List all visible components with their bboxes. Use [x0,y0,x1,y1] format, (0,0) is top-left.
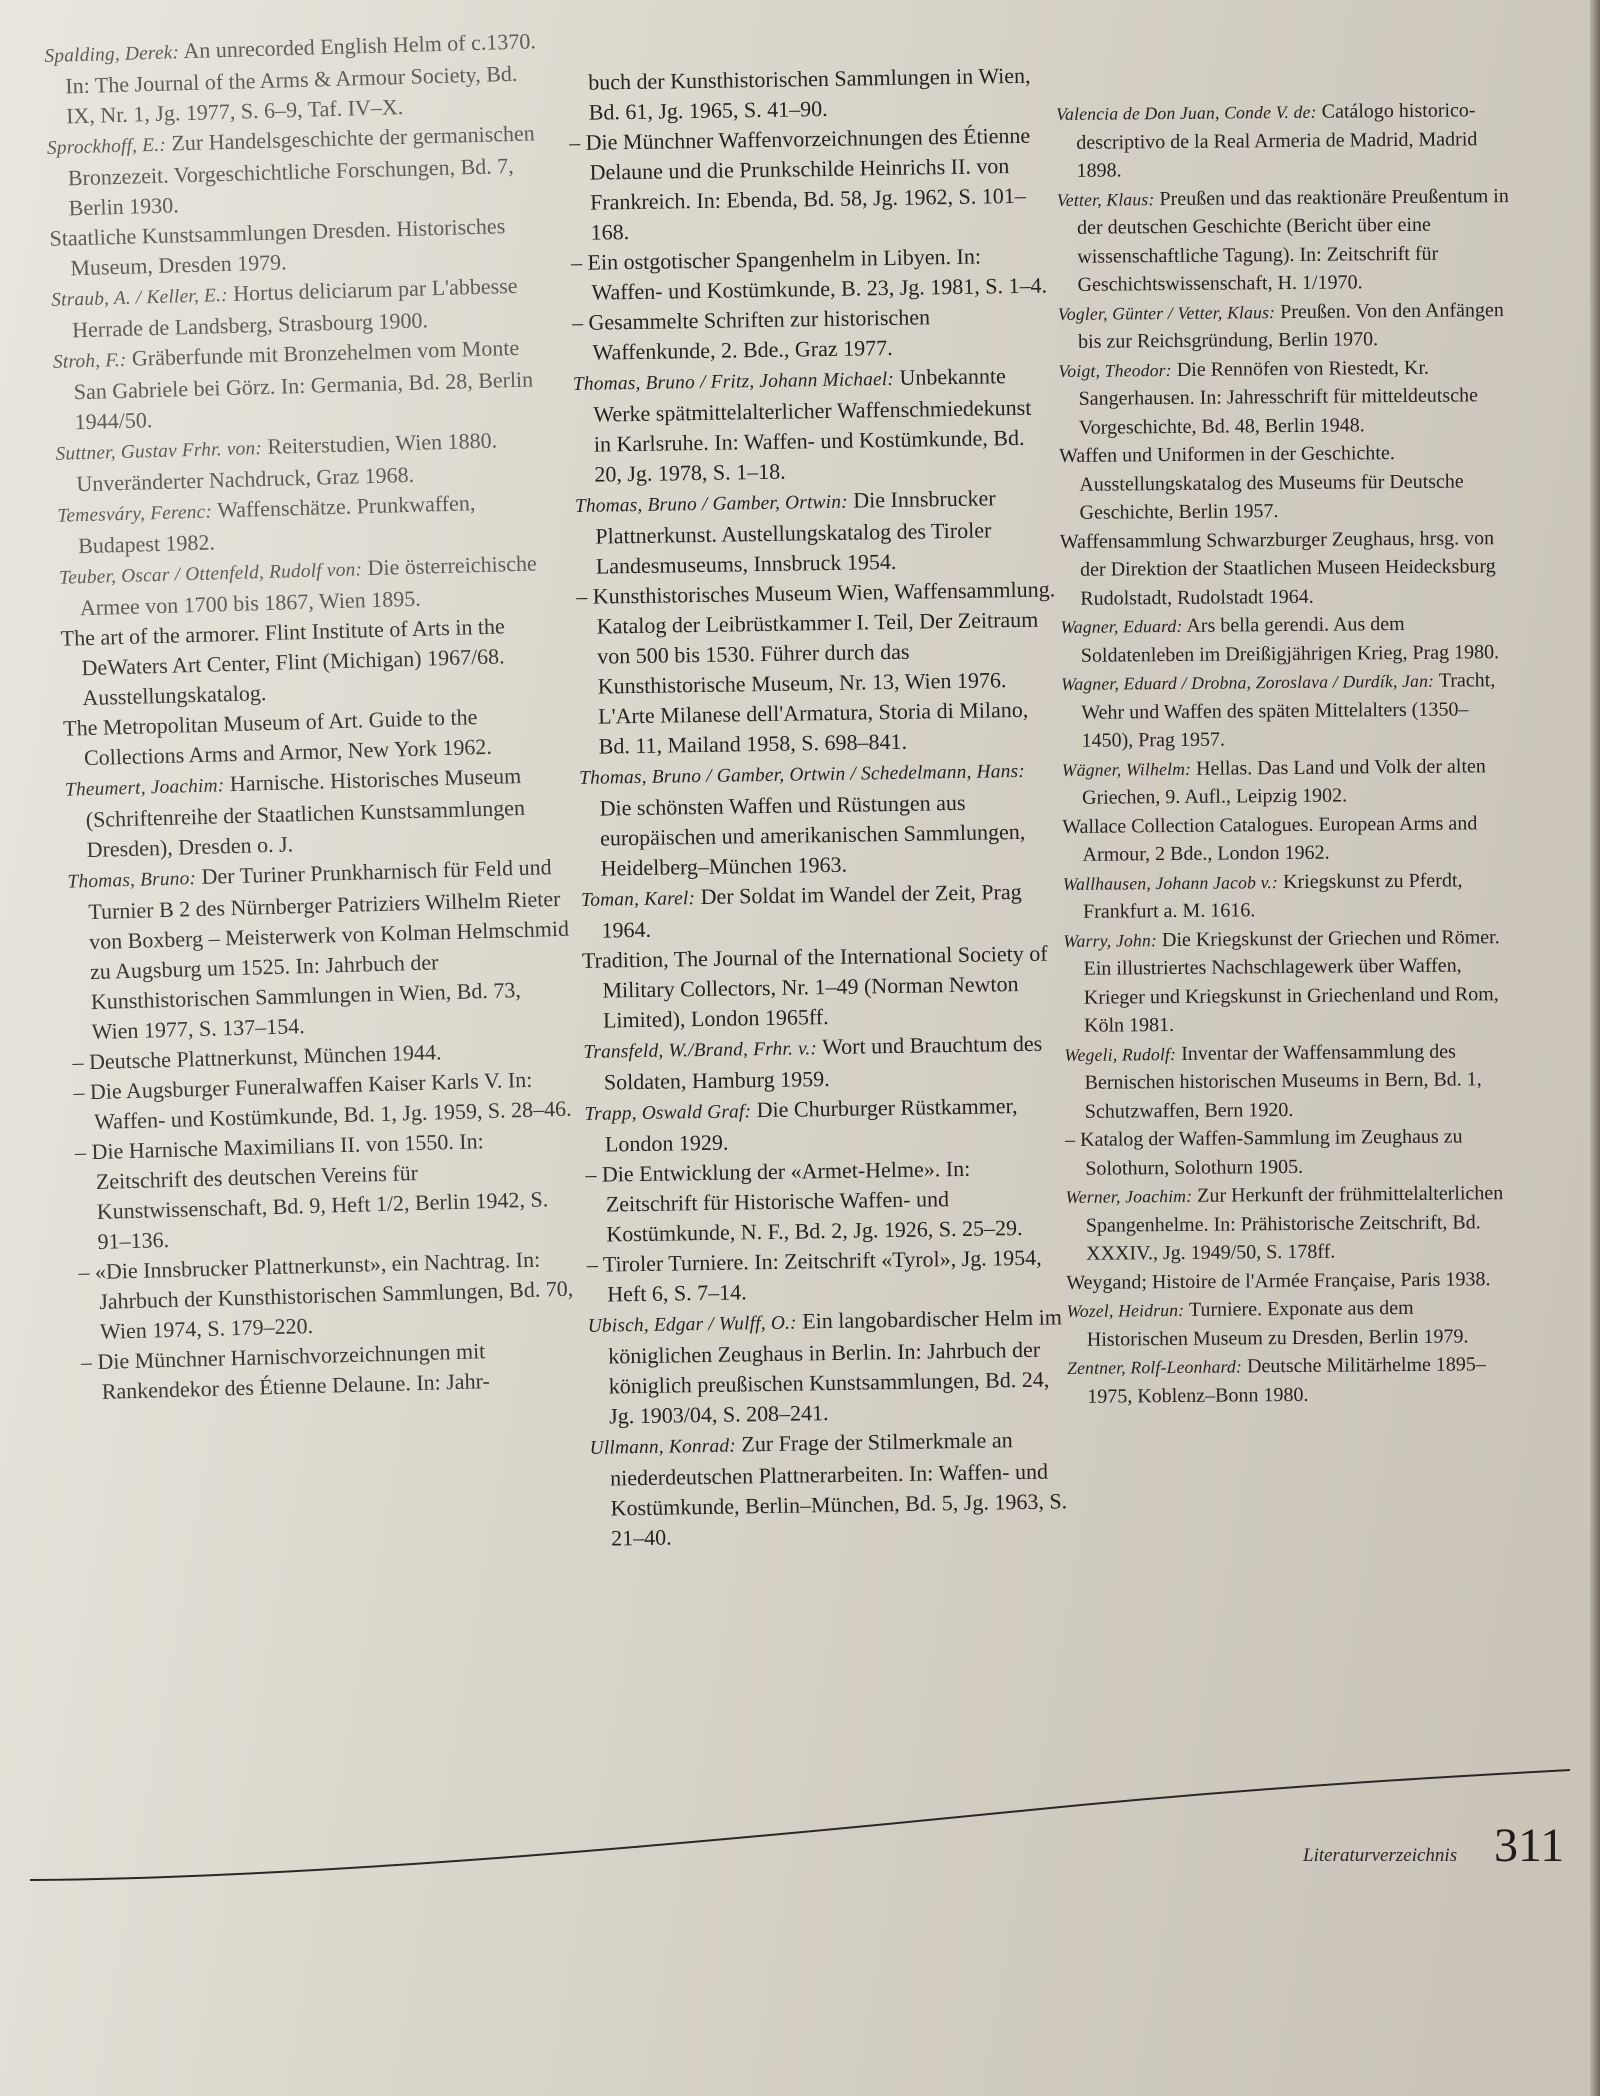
entry-author: Ubisch, Edgar / Wulff, O.: [587,1312,797,1337]
entry-text: Die Churburger Rüstkammer, London 1929. [604,1093,1018,1157]
entry-author: Warry, John: [1063,929,1158,951]
entry-text: Catálogo historico-descriptivo de la Real Armeria de Madrid, Madrid 1898. [1076,99,1478,182]
entry-author: Transfeld, W./Brand, Frhr. v.: [583,1038,818,1063]
bibliography-entry [64,760,566,866]
entry-author: Werner, Joachim: [1065,1185,1193,1207]
entry-text: Tiroler Turniere. In: Zeitschrift «Tyrol», Jg. 1954, Heft 6, S. 7–14. [602,1244,1042,1307]
entry-author: Wallhausen, Johann Jacob v.: [1062,871,1279,894]
entry-text: Waffenschätze. Prunkwaffen, Budapest 1982. [77,490,476,559]
entry-text: Harnische. Historisches Museum (Schriftenreihe der Staatlichen Kunstsammlungen Dresden), Dresden o. J. [85,762,526,863]
bibliography-entry [575,482,1056,582]
entry-author: Valencia de Don Juan, Conde V. de: [1056,101,1317,124]
entry-author: Sprockhoff, E.: [46,134,167,159]
entry-author: Spalding, Derek: [44,42,180,67]
bibliography-entry [1062,809,1514,870]
entry-text: Gesammelte Schriften zur historischen Waffenkunde, 2. Bde., Graz 1977. [588,304,931,365]
bibliography-entry [583,1028,1064,1098]
entry-author: Wozel, Heidrun: [1066,1299,1185,1321]
entry-text: Ars bella gerendi. Aus dem Soldatenleben im Dreißigjährigen Krieg, Prag 1980. [1080,612,1500,667]
bibliography-entry [579,754,1061,884]
entry-author: Wagner, Eduard: [1060,615,1183,637]
bibliography-entry [60,610,562,714]
entry-text: The Metropolitan Museum of Art. Guide to the Collections Arms and Armor, New York 1962. [62,704,493,771]
bibliography-entry [1065,1122,1517,1183]
bibliography-entry [571,240,1052,308]
entry-text: Deutsche Militärhelme 1895–1975, Koblenz–Bonn 1980. [1087,1353,1486,1408]
bibliography-entry [568,60,1049,128]
entry-text: Inventar der Waffensammlung des Bernischen historischen Museums in Bern, Bd. 1, Schutzwaffen, Bern 1920. [1084,1040,1482,1123]
bibliography-entry [67,852,572,1048]
entry-text: Die Augsburger Funeralwaffen Kaiser Karls V. In: Waffen- und Kostümkunde, Bd. 1, Jg. 1959, S. 28–46. [89,1066,572,1135]
bibliography-entry [585,1152,1066,1250]
entry-text: Kriegskunst zu Pferdt, Frankfurt a. M. 1616. [1082,868,1463,923]
entry-author: Voigt, Theodor: [1058,359,1172,381]
entry-text: Der Soldat im Wandel der Zeit, Prag 1964. [601,878,1022,943]
entry-text: «Die Innsbrucker Plattnerkunst», ein Nachtrag. In: Jahrbuch der Kunsthistorischen Sammlungen, Bd. 70, Wien 1974, S. 179–220. [94,1246,574,1344]
bibliography-entry [53,332,555,438]
entry-text: Katalog der Waffen-Sammlung im Zeughaus zu Solothurn, Solothurn 1905. [1079,1125,1463,1180]
entry-text: Unbekannte Werke spätmittelalterlicher Waffenschmiedekunst in Karlsruhe. In: Waffen- und Kostümkunde, Bd. 20, Jg. 1978, S. 1–18. [593,363,1032,487]
entry-author: Teuber, Oscar / Ottenfeld, Rudolf von: [58,559,363,589]
entry-text: L'Arte Milanese dell'Armatura, Storia di Milano, Bd. 11, Mailand 1958, S. 698–841. [597,696,1029,759]
entry-author: Temesváry, Ferenc: [57,501,213,527]
bibliography-entry [573,360,1055,490]
entry-text: Zur Herkunft der frühmittelalterlichen Spangenhelme. In: Prähistorische Zeitschrift, Bd. XXXIV., Jg. 1949/50, S. 178ff. [1085,1182,1504,1265]
bibliography-entry [584,1090,1065,1160]
bibliography-entry [1065,1179,1518,1268]
bibliography-entry [78,1244,580,1348]
entry-text: Die schönsten Waffen und Rüstungen aus europäischen und amerikanischen Sammlungen, Heidelberg–München 1963. [599,789,1026,881]
bibliography-entry [1057,182,1510,300]
entry-author: Ullmann, Konrad: [589,1435,737,1459]
entry-author: Thomas, Bruno / Fritz, Johann Michael: [572,368,895,395]
bibliography-entry [588,1302,1070,1432]
entry-text: Reiterstudien, Wien 1880. Unveränderter Nachdruck, Graz 1968. [76,427,498,497]
entry-author: Theumert, Joachim: [64,775,225,801]
entry-text: Tradition, The Journal of the International Society of Military Collectors, Nr. 1–49 (Norman Newton Limited), London 1965ff. [581,940,1048,1033]
entry-author: Vetter, Klaus: [1056,188,1155,210]
entry-text: Weygand; Histoire de l'Armée Française, Paris 1938. [1066,1267,1491,1294]
entry-author: Thomas, Bruno / Gamber, Ortwin: [574,491,848,517]
entry-author: Toman, Karel: [580,888,696,911]
bibliography-entry [1056,96,1509,185]
bibliography-entry [1060,609,1512,670]
entry-text: Hellas. Das Land und Volk der alten Griechen, 9. Aufl., Leipzig 1902. [1081,754,1486,809]
bibliography-column-1 [44,26,582,1407]
bibliography-entry [581,876,1062,946]
entry-author: Wägner, Wilhelm: [1061,758,1192,780]
entry-author: Straub, A. / Keller, E.: [50,284,229,311]
bibliography-entry [576,574,1058,702]
entry-author: Wegeli, Rudolf: [1064,1043,1177,1065]
entry-author: Trapp, Oswald Graf: [584,1101,752,1125]
bibliography-entry [1058,353,1511,442]
bibliography-column-2 [568,60,1071,1553]
bibliography-entry [569,120,1051,248]
entry-author: Wagner, Eduard / Drobna, Zoroslava / Durdík, Jan: [1061,670,1435,694]
page-number: 311 [1494,1819,1565,1872]
bibliography-entry [1064,1037,1517,1126]
entry-text: Waffen und Uniformen in der Geschichte. Ausstellungskatalog des Museums für Deutsche Geschichte, Berlin 1957. [1059,442,1464,524]
entry-text: Zur Handelsgeschichte der germanischen Bronzezeit. Vorgeschichtliche Forschungen, Bd. 7, Berlin 1930. [67,120,536,221]
entry-text: Die Innsbrucker Plattnerkunst. Austellungskatalog des Tiroler Landesmuseums, Innsbruck 1954. [595,485,996,579]
bibliography-entry [572,300,1053,368]
entry-text: Hortus deliciarum par L'abbesse Herrade de Landsberg, Strasbourg 1900. [71,272,518,343]
entry-text: Kunsthistorisches Museum Wien, Waffensammlung. Katalog der Leibrüstkammer I. Teil, Der Zeitraum von 500 bis 1530. Führer durch das Kunsthistorische Museum, Nr. 13, Wien 1976. [592,576,1056,699]
entry-text: Tracht, Wehr und Waffen des späten Mittelalters (1350–1450), Prag 1957. [1081,669,1496,752]
bibliography-entry [75,1124,578,1258]
entry-author: Vogler, Günter / Vetter, Klaus: [1057,301,1276,324]
bibliography-entry [589,1424,1071,1554]
entry-text: buch der Kunsthistorischen Sammlungen in Wien, Bd. 61, Jg. 1965, S. 41–90. [588,62,1031,125]
entry-text: Die Münchner Waffenvorzeichnungen des Étienne Delaune und die Prunkschilde Heinrichs II. von Frankreich. In: Ebenda, Bd. 58, Jg. 1962, S. 101–168. [585,122,1031,245]
entry-text: Deutsche Plattnerkunst, München 1944. [88,1039,442,1075]
entry-text: Wallace Collection Catalogues. European Arms and Armour, 2 Bde., London 1962. [1062,811,1478,866]
entry-text: Wort und Brauchtum des Soldaten, Hamburg 1959. [603,1030,1043,1095]
bibliography-entry [582,938,1063,1036]
entry-text: Ein langobardischer Helm im königlichen Zeughaus in Berlin. In: Jahrbuch der königlich preußischen Kunstsammlungen, Bd. 24, Jg. 1903/04, S. 208–241. [608,1304,1063,1429]
entry-text: Ein ostgotischer Spangenhelm in Libyen. In: Waffen- und Kostümkunde, B. 23, Jg. 1981, S. 1–4. [587,243,1048,305]
entry-text: Der Turiner Prunkharnisch für Feld und Turnier B 2 des Nürnberger Patriziers Wilhelm Rieter von Boxberg – Meisterwerk von Kolman Helmschmid zu Augsburg um 1525. In: Jahrbuch der Kunsthistorischen Sammlungen in Wien, Bd. 73, Wien 1977, S. 137–154. [88,854,570,1045]
entry-text: Die Entwicklung der «Armet-Helme». In: Zeitschrift für Historische Waffen- und Kostümkunde, N. F., Bd. 2, Jg. 1926, S. 25–29. [601,1155,1023,1247]
bibliography-entry [578,694,1059,762]
bibliography-entry [1059,438,1512,527]
bibliography-entry [1060,524,1513,613]
bibliography-entry [1063,866,1515,927]
entry-text: Staatliche Kunstsammlungen Dresden. Historisches Museum, Dresden 1979. [49,213,506,281]
bibliography-column-3 [1056,96,1519,1411]
bibliography-entry [1066,1293,1518,1354]
entry-author: Thomas, Bruno / Gamber, Ortwin / Schedelmann, Hans: [578,760,1026,789]
entry-author: Zentner, Rolf-Leonhard: [1066,1356,1243,1378]
entry-text: Die Rennöfen von Riestedt, Kr. Sangerhausen. In: Jahresschrift für mitteldeutsche Vorgeschichte, Bd. 48, Berlin 1948. [1078,356,1479,439]
page-edge [1590,0,1600,2096]
entry-text: Waffensammlung Schwarzburger Zeughaus, hrsg. von der Direktion der Staatlichen Museen Heidecksburg Rudolstadt, Rudolstadt 1964. [1059,526,1496,610]
bibliography-entry [81,1334,582,1408]
bibliography-entry [44,26,546,132]
entry-text: Preußen. Von den Anfängen bis zur Reichsgründung, Berlin 1970. [1078,298,1504,353]
bibliography-entry [1063,923,1516,1041]
entry-text: Die österreichische Armee von 1700 bis 1867, Wien 1895. [79,550,538,621]
entry-text: Zur Frage der Stilmerkmale an niederdeutschen Plattnerarbeiten. In: Waffen- und Kostümkunde, Berlin–München, Bd. 5, Jg. 1963, S. 21–40. [609,1427,1068,1551]
entry-text: Preußen und das reaktionäre Preußentum in der deutschen Geschichte (Bericht über eine wissenschaftliche Tagung). In: Zeitschrift für Geschichtswissenschaft, H. 1/1970. [1077,184,1509,296]
bibliography-entry [1066,1265,1518,1297]
entry-text: Die Kriegskunst der Griechen und Römer. Ein illustriertes Nachschlagewerk über Waffen, Krieger und Kriegskunst in Griechenland und Rom, Köln 1981. [1083,925,1500,1037]
bibliography-entry [587,1242,1068,1310]
entry-text: Turniere. Exponate aus dem Historischen Museum zu Dresden, Berlin 1979. [1086,1296,1469,1351]
entry-author: Suttner, Gustav Frhr. von: [55,438,263,465]
bibliography-entry [1062,752,1514,813]
entry-text: The art of the armorer. Flint Institute of Arts in the DeWaters Art Center, Flint (Michigan) 1967/68. Ausstellungskatalog. [60,613,506,711]
entry-text: Die Münchner Harnischvorzeichnungen mit Rankendekor des Étienne Delaune. In: Jahr- [97,1338,491,1404]
bibliography-entry [1067,1350,1519,1411]
entry-text: An unrecorded English Helm of c.1370. In: The Journal of the Arms & Armour Society, Bd. IX, Nr. 1, Jg. 1977, S. 6–9, Taf. IV–X. [64,28,537,129]
section-title: Literaturverzeichnis [1303,1845,1458,1866]
entry-text: Die Harnische Maximilians II. von 1550. In: Zeitschrift des deutschen Vereins für Kunstwissenschaft, Bd. 9, Heft 1/2, Berlin 1942, S. 91–136. [91,1128,549,1254]
entry-text: Gräberfunde mit Bronzehelmen vom Monte San Gabriele bei Görz. In: Germania, Bd. 28, Berlin 1944/50. [73,334,534,435]
entry-author: Stroh, F.: [52,349,127,373]
footer-rule [30,1760,1590,1910]
bibliography-entry [1061,666,1514,755]
bibliography-entry [1058,296,1510,357]
entry-author: Thomas, Bruno: [67,868,197,893]
bibliography-entry [47,118,549,224]
